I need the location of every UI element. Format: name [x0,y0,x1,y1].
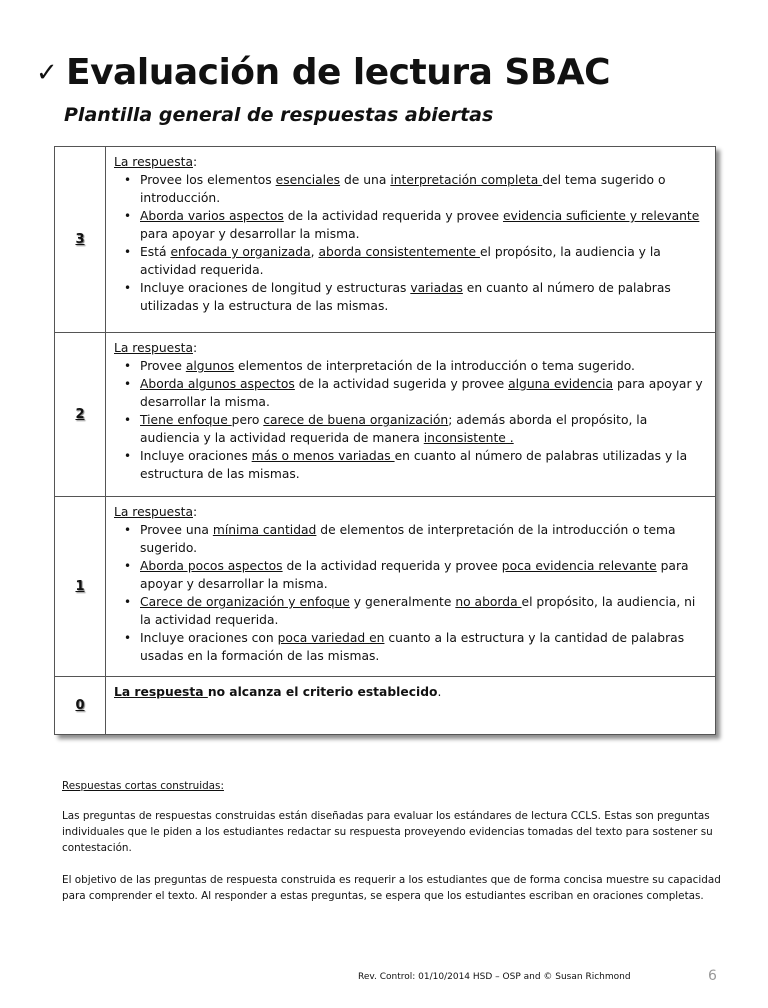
section-heading: Respuestas cortas construidas: [62,780,224,792]
criterion: • Tiene enfoque pero carece de buena organización; además aborda el propósito, la audiencia y la actividad requerida de manera inconsistente . [140,411,707,447]
rubric-row-2 [55,333,716,497]
criterion: • Carece de organización y enfoque y generalmente no aborda el propósito, la audiencia, ni la actividad requerida. [140,593,707,629]
rubric-row-1 [55,497,716,677]
score-1: 1 [55,497,106,677]
response-label: La respuesta [114,155,193,169]
checkmark-icon: ✓ [36,58,58,88]
criterion: • Está enfocada y organizada, aborda consistentemente el propósito, la audiencia y la actividad requerida. [140,243,707,279]
criterion: • Provee los elementos esenciales de una interpretación completa del tema sugerido o introducción. [140,171,707,207]
criterion: • Aborda algunos aspectos de la actividad sugerida y provee alguna evidencia para apoyar y desarrollar la misma. [140,375,707,411]
criteria-2: La respuesta: • Provee algunos elementos de interpretación de la introducción o tema sugerido. • Aborda algunos aspectos de la actividad sugerida y provee alguna evidencia para apoyar y desarrollar la misma. • Tiene enfoque pero carece de buena organización; además aborda el propósito, la audiencia y la actividad requerida de manera inconsistente . • Incluye oraciones más o menos variadas en cuanto al número de palabras utilizadas y la estructura de las mismas. [106,333,716,497]
criteria-0: La respuesta no alcanza el criterio establecido. [106,677,716,735]
paragraph-2: El objetivo de las preguntas de respuesta construida es requerir a los estudiantes que de forma concisa muestre su capacidad para comprender el texto. Al responder a estas preguntas, se espera que los estudiantes escriban en oraciones completas. [62,874,721,902]
response-label: La respuesta [114,341,193,355]
rubric-row-3 [55,147,716,333]
criterion: • Incluye oraciones más o menos variadas en cuanto al número de palabras utilizadas y la estructura de las mismas. [140,447,707,483]
page-title: Evaluación de lectura SBAC [66,52,611,93]
response-label: La respuesta [114,505,193,519]
criterion: • Aborda varios aspectos de la actividad requerida y provee evidencia suficiente y relevante para apoyar y desarrollar la misma. [140,207,707,243]
score-2: 2 [55,333,106,497]
criterion: • Incluye oraciones con poca variedad en cuanto a la estructura y la cantidad de palabras usadas en la formación de las mismas. [140,629,707,665]
constructed-response-section [62,778,722,920]
page-number: 6 [708,968,717,984]
score-3: 3 [55,147,106,333]
rubric-table [54,146,716,735]
criteria-3: La respuesta: • Provee los elementos esenciales de una interpretación completa del tema sugerido o introducción. • Aborda varios aspectos de la actividad requerida y provee evidencia suficiente y relevante para apoyar y desarrollar la misma. • Está enfocada y organizada, aborda consistentemente el propósito, la audiencia y la actividad requerida. • Incluye oraciones de longitud y estructuras variadas en cuanto al número de palabras utilizadas y la estructura de las mismas. [106,147,716,333]
criterion: • Provee algunos elementos de interpretación de la introducción o tema sugerido. [140,357,707,375]
rubric-row-0 [55,677,716,735]
response-label: La respuesta [114,685,208,699]
page-subtitle: Plantilla general de respuestas abiertas [64,104,494,126]
criterion: • Aborda pocos aspectos de la actividad requerida y provee poca evidencia relevante para apoyar y desarrollar la misma. [140,557,707,593]
score-0: 0 [55,677,106,735]
paragraph-1: Las preguntas de respuestas construidas están diseñadas para evaluar los estándares de lectura CCLS. Estas son preguntas individuales que le piden a los estudiantes redactar su respuesta proveyendo evidencias tomadas del texto para sostener su contestación. [62,810,713,854]
criterion: • Incluye oraciones de longitud y estructuras variadas en cuanto al número de palabras utilizadas y la estructura de las mismas. [140,279,707,315]
footer-revision: Rev. Control: 01/10/2014 HSD – OSP and © Susan Richmond [358,972,631,982]
criterion: • Provee una mínima cantidad de elementos de interpretación de la introducción o tema sugerido. [140,521,707,557]
criteria-1: La respuesta: • Provee una mínima cantidad de elementos de interpretación de la introducción o tema sugerido. • Aborda pocos aspectos de la actividad requerida y provee poca evidencia relevante para apoyar y desarrollar la misma. • Carece de organización y enfoque y generalmente no aborda el propósito, la audiencia, ni la actividad requerida. • Incluye oraciones con poca variedad en cuanto a la estructura y la cantidad de palabras usadas en la formación de las mismas. [106,497,716,677]
